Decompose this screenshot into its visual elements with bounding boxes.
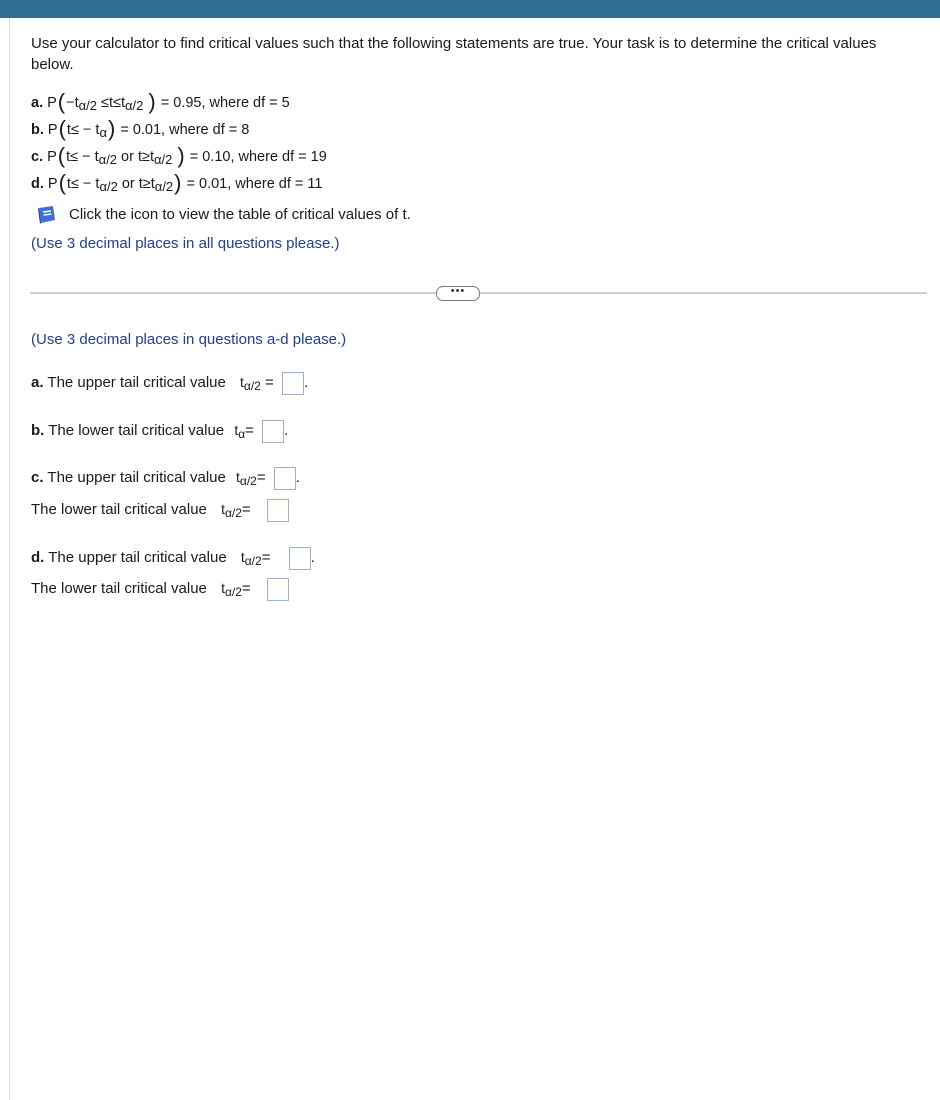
question-a: a. The upper tail critical value tα/2 = . [31, 371, 308, 395]
statement-c: c. P(t≤ − tα/2 or t≥tα/2 ) = 0.10, where df = 19 [31, 143, 327, 168]
question-c-upper: c. The upper tail critical value tα/2= . [31, 466, 300, 490]
left-border [9, 18, 10, 1100]
statement-a: a. P(−tα/2 ≤t≤tα/2 ) = 0.95, where df = 5 [31, 89, 290, 114]
answer-d-upper-input[interactable] [289, 547, 311, 570]
t-symbol: tα/2 [236, 469, 257, 488]
table-link-text[interactable]: Click the icon to view the table of critical values of t. [69, 206, 411, 223]
answer-b-input[interactable] [262, 420, 284, 443]
answer-d-lower-input[interactable] [267, 578, 289, 601]
t-symbol: tα [234, 422, 246, 441]
t-symbol: tα/2 [221, 580, 242, 599]
instructions: Use your calculator to find critical values such that the following statements are true. Your task is to determine the critical values below. [31, 35, 877, 73]
answer-a-input[interactable] [282, 372, 304, 395]
t-symbol: tα/2 [240, 549, 262, 568]
question-b: b. The lower tail critical value tα= . [31, 419, 288, 443]
t-symbol: tα/2 [240, 374, 261, 393]
book-icon[interactable] [35, 205, 59, 225]
top-banner [0, 0, 940, 18]
t-symbol: tα/2 [221, 501, 242, 520]
table-link-row [35, 205, 411, 225]
statement-b: b. P(t≤ − tα) = 0.01, where df = 8 [31, 116, 250, 141]
note-all-questions: (Use 3 decimal places in all questions please.) [31, 235, 340, 252]
answer-c-lower-input[interactable] [267, 499, 289, 522]
answer-c-upper-input[interactable] [274, 467, 296, 490]
question-d-lower: The lower tail critical value tα/2= [31, 577, 289, 601]
question-c-lower: The lower tail critical value tα/2= [31, 498, 289, 522]
more-options-button[interactable]: ••• [436, 286, 480, 301]
note-questions-a-d: (Use 3 decimal places in questions a-d please.) [31, 331, 347, 348]
statement-d: d. P(t≤ − tα/2 or t≥tα/2) = 0.01, where df = 11 [31, 170, 323, 195]
question-d-upper: d. The upper tail critical value tα/2= . [31, 546, 315, 570]
